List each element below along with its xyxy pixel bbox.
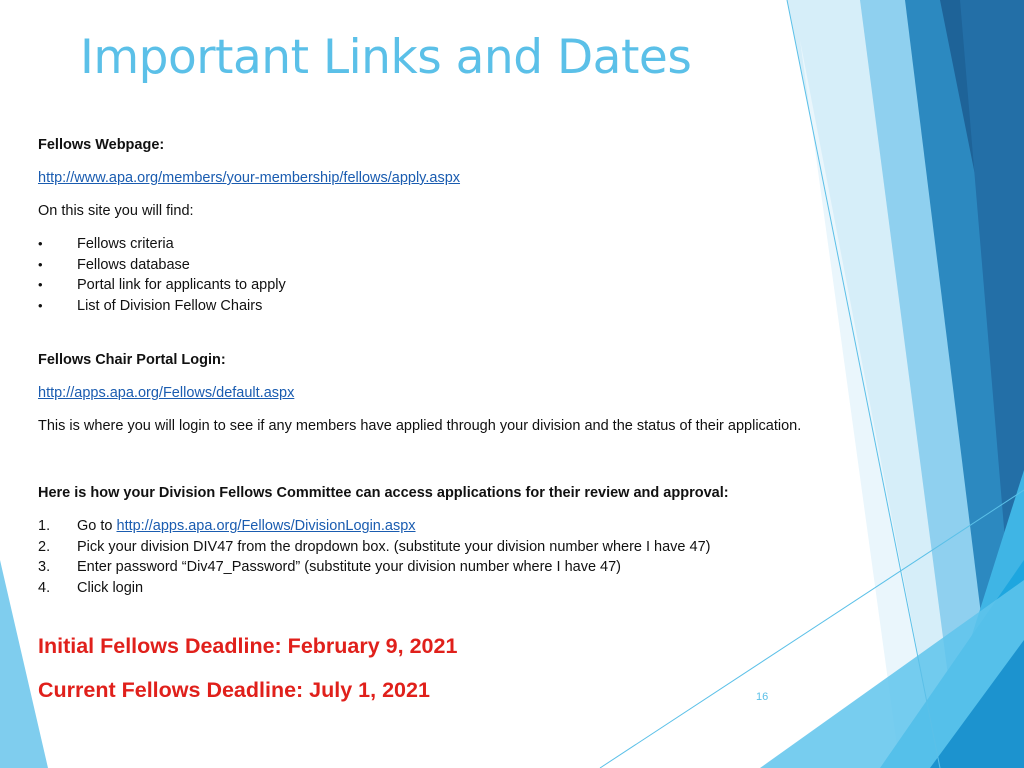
step-text	[77, 518, 416, 534]
list-item-text: Fellows criteria	[77, 236, 174, 252]
committee-access-heading: Here is how your Division Fellows Committee can access applications for their review and approval:	[38, 485, 729, 501]
list-item-text: Portal link for applicants to apply	[77, 277, 286, 293]
fellows-webpage-heading: Fellows Webpage:	[38, 137, 165, 153]
current-deadline: Current Fellows Deadline: July 1, 2021	[38, 678, 430, 702]
step-prefix: Go to	[77, 518, 117, 534]
list-item-text: Fellows database	[77, 257, 190, 273]
initial-deadline: Initial Fellows Deadline: February 9, 2021	[38, 634, 458, 658]
division-login-link[interactable]: http://apps.apa.org/Fellows/DivisionLogin.aspx	[116, 518, 416, 534]
chair-portal-link[interactable]: http://apps.apa.org/Fellows/default.aspx	[38, 385, 295, 401]
list-item-text: List of Division Fellow Chairs	[77, 298, 263, 314]
fellows-webpage-intro: On this site you will find:	[38, 203, 194, 219]
step-number: 4.	[38, 580, 51, 596]
step-text: Pick your division DIV47 from the dropdown box. (substitute your division number where I have 47)	[77, 539, 711, 555]
bullet-icon: •	[38, 257, 43, 272]
bullet-icon: •	[38, 236, 43, 251]
bullet-icon: •	[38, 277, 43, 292]
step-text: Click login	[77, 580, 144, 596]
chair-portal-heading: Fellows Chair Portal Login:	[38, 352, 226, 368]
slide-title: Important Links and Dates	[80, 30, 692, 85]
step-number: 1.	[38, 518, 51, 534]
fellows-webpage-link[interactable]: http://www.apa.org/members/your-membership/fellows/apply.aspx	[38, 170, 461, 186]
step-number: 2.	[38, 539, 51, 555]
slide-number: 16	[756, 691, 769, 703]
step-number: 3.	[38, 559, 51, 575]
step-text: Enter password “Div47_Password” (substitute your division number where I have 47)	[77, 559, 621, 575]
bullet-icon: •	[38, 298, 43, 313]
chair-portal-description: This is where you will login to see if any members have applied through your division and the status of their application.	[38, 418, 802, 434]
